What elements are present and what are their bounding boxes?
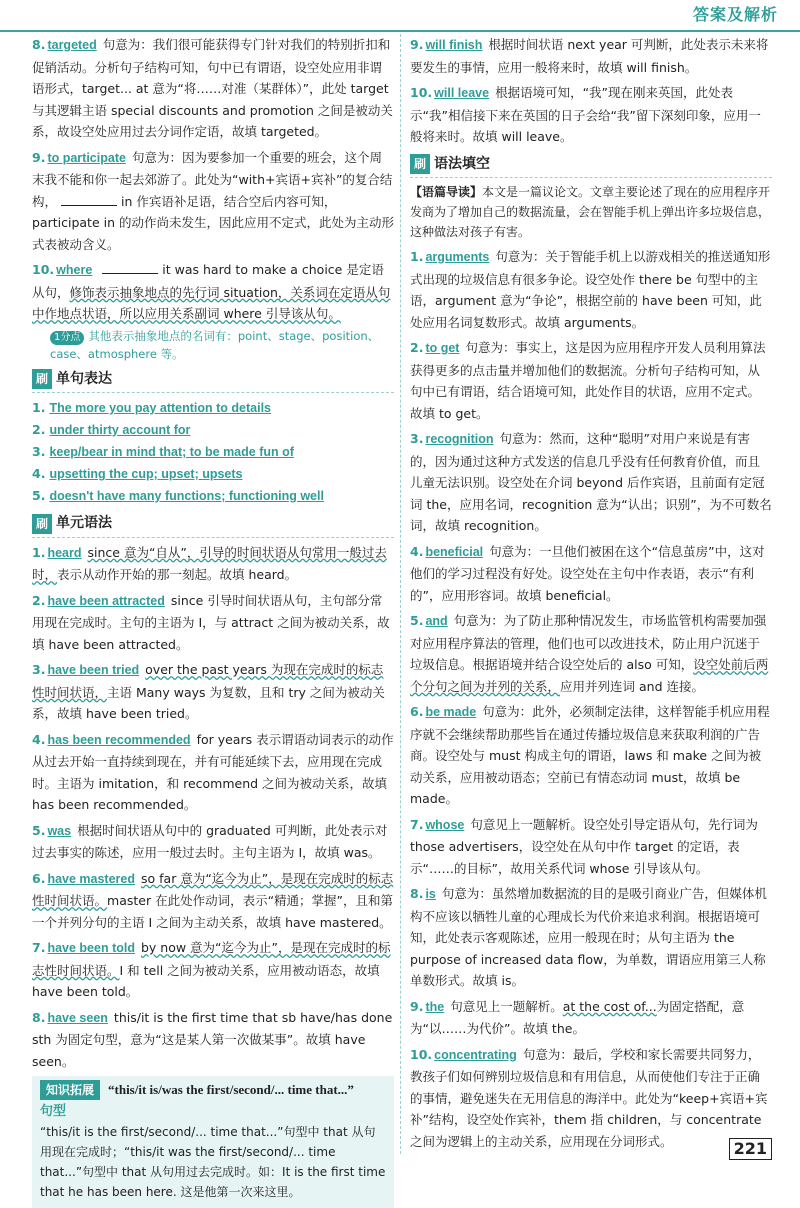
answer-item (32, 659, 394, 725)
item-number: 6. (410, 704, 424, 719)
answer-text: has been recommended (47, 732, 191, 747)
blank-line (102, 262, 158, 274)
answer-text: beneficial (425, 544, 484, 559)
left-column (32, 34, 394, 1208)
explanation-text: 句意为：我们很可能获得专门针对我们的特别折扣和促销活动。分析句子结构可知，句中已有谓语，设空处应用非谓语形式，target... at 意为“将……对准（某群体）”，此处 target 与其逻辑主语 special discounts and promotion 之间是被动关系，故设空处应用过去分词作定语，故填 targeted。 (32, 37, 393, 139)
knowledge-expansion-box (32, 1076, 394, 1208)
answer-text: was (47, 823, 72, 838)
answer-text: under thirty account for (49, 423, 191, 437)
item-number: 2. (410, 340, 424, 355)
section-header (410, 154, 772, 179)
explanation-text: for years 表示谓语动词表示的动作从过去开始一直持续到现在，并有可能延续下去，应用现在完成时。主语为 imitation，和 recommend 之间为被动关系，故填 has been recommended。 (32, 731, 394, 812)
item-number: 2. (32, 592, 46, 608)
explanation-text: 句意为：最后，学校和家长需要共同努力，教孩子们如何辨别垃圾信息和有用信息，从而使他们专注于正确的事情，避免迷失在无用信息的海洋中。此处为“keep+宾语+宾补”结构，设空处作宾补，them 指 children，与 concentrate 之间为逻辑上的主动关系，应用现在分词形式。 (410, 1046, 768, 1149)
section-badge: 刷 (410, 154, 430, 174)
explanation-text: 应用并列连词 and 连接。 (560, 678, 704, 694)
item-number: 1. (32, 544, 46, 560)
answer-text: concentrating (434, 1047, 517, 1062)
explanation-text: 句意为：关于智能手机上以游戏相关的推送通知形式出现的垃圾信息有很多争论。设空处作 there be 句型中的主语，argument 意为“争论”，根据空前的 have been 可知，此处应用名词复数形式。故填 arguments。 (410, 249, 771, 330)
item-number: 7. (32, 940, 46, 955)
expansion-tag: 知识拓展 (40, 1080, 100, 1100)
answer-text: the (425, 999, 445, 1014)
item-number: 8. (32, 37, 46, 52)
explanation-text: master 在此处作动词，表示“精通；掌握”，且和第一个并列分句的主语 I 之间为主动关系，故填 have mastered。 (32, 893, 394, 930)
section-badge: 刷 (32, 369, 52, 389)
highlighted-text: over the past years 为现在完成时的标志性时间状语， (32, 662, 384, 700)
answer-text: arguments (425, 250, 490, 264)
right-column (410, 34, 772, 1156)
explanation-text: 句意为：一旦他们被困在这个“信息茧房”中，这对他们的学习过程没有好处。设空处在主句中作表语，表示“有利的”，应用形容词。故填 beneficial。 (410, 543, 765, 603)
answer-text: doesn't have many functions; functioning well (49, 489, 324, 503)
guide-text: 本文是一篇议论文。文章主要论述了现在的应用程序开发商为了增加自己的数据流量，会在智能手机上弹出许多垃圾信息，这种做法对孩子有害。 (410, 185, 771, 239)
item-number: 9. (32, 149, 46, 165)
explanation-text: 句意为：因为要参加一个重要的班会，这个周末我不能和你一起去郊游了。此处为“with+宾语+宾补”的复合结构， (32, 149, 393, 209)
answer-text: and (425, 614, 448, 628)
section-header (32, 513, 394, 538)
item-number: 7. (410, 816, 424, 832)
explanation-text: 根据时间状语从句中的 graduated 可判断，此处表示对过去事实的陈述，应用一般过去时。主句主语为 I，故填 was。 (32, 822, 388, 860)
explanation-text: this/it is the first time that sb have/has done sth 为固定句型，意为“这是某人第一次做某事”。故填 have seen。 (32, 1009, 393, 1069)
answer-text: targeted (47, 38, 97, 52)
answer-text: to get (425, 341, 460, 355)
item-number: 5. (32, 488, 46, 503)
explanation-text: it was hard to make a choice 是定语从句， (32, 262, 384, 300)
item-number: 2. (32, 422, 46, 437)
highlighted-text: by now 意为“迄今为止”，是现在完成时的标志性时间状语。 (32, 940, 391, 978)
answer-item (32, 937, 394, 1003)
explanation-text: in 作宾语补足语，结合空后内容可知，participate in 的动作尚未发生，因此应用不定式，此处为主动形式表被动含义。 (32, 193, 394, 252)
answer-item (410, 610, 772, 697)
answer-item (32, 147, 394, 256)
answer-text: to participate (47, 150, 126, 165)
explanation-text: 句意为：此外，必须制定法律，这样智能手机应用程序就不会继续帮助那些旨在通过传播垃圾信息来获取利润的广告商。设空处与 must 构成主句的谓语，laws 和 make 之间为被动关系，应用被动语态；空前已有情态动词 must，故填 be made。 (410, 704, 770, 806)
item-number: 5. (410, 613, 424, 628)
item-number: 10. (32, 262, 55, 277)
expansion-subtitle: 句型 (40, 1104, 67, 1119)
explanation-text: 根据语境可知，“我”现在刚来英国，此处表示“我”相信接下来在英国的日子会给“我”留下深刻印象，应用一般将来时。故填 will leave。 (410, 85, 761, 144)
item-number: 8. (32, 1009, 46, 1025)
answer-text: keep/bear in mind that; to be made fun of (49, 445, 294, 459)
answer-text: have been told (47, 941, 135, 955)
expansion-title: “this/it is/was the first/second/... time that...” (108, 1082, 354, 1097)
section-title: 单句表达 (56, 370, 112, 387)
answer-item (410, 814, 772, 880)
section-header (32, 369, 394, 394)
section-badge: 刷 (32, 514, 52, 534)
item-number: 10. (410, 85, 433, 100)
item-number: 4. (410, 543, 424, 559)
explanation-text: 句意为：然而，这种“聪明”对用户来说是有害的，因为通过这种方式发送的信息几乎没有任何教育价值，而且儿童无法识别。设空处在介词 beyond 后作宾语，且前面有定冠词 the，应用名词，recognition 意为“认出；识别”，为不可数名词，故填 recognition。 (410, 431, 772, 533)
answer-text: is (425, 887, 436, 901)
page-number: 221 (729, 1138, 772, 1160)
answer-item (410, 246, 772, 333)
answer-text: where (56, 263, 93, 277)
answer-item (410, 701, 772, 810)
explanation-text: I 和 tell 之间为被动关系，应用被动语态，故填 have been told。 (32, 962, 380, 999)
item-number: 6. (32, 870, 46, 886)
explanation-text: since 引导时间状语从句，主句部分常用现在完成时。主句的主语为 I，与 attract 之间为被动关系，故填 have been attracted。 (32, 592, 390, 652)
answer-item (410, 996, 772, 1040)
item-number: 3. (410, 431, 424, 446)
highlighted-text: so far 意为“迄今为止”，是现在完成时的标志性时间状语。 (32, 870, 394, 908)
answer-item (410, 541, 772, 607)
answer-text: will leave (434, 86, 490, 100)
item-number: 8. (410, 886, 424, 901)
answer-item (32, 34, 394, 143)
item-number: 4. (32, 466, 46, 481)
highlighted-text: 修饰表示抽象地点的先行词 situation，关系词在定语从句中作地点状语，所以应用关系副词 where 引导该从句。 (32, 284, 391, 321)
explanation-text: 表示从动作开始的那一刻起。故填 heard。 (57, 567, 298, 582)
note-text: 其他表示抽象地点的名词有：point、stage、position、case、atmosphere 等。 (50, 328, 380, 361)
answer-item (32, 590, 394, 656)
answer-item (410, 883, 772, 992)
item-number: 5. (32, 822, 46, 838)
answer-item (410, 428, 772, 537)
answer-item (410, 1044, 772, 1153)
answer-item (32, 820, 394, 864)
answer-text: have been tried (47, 663, 140, 677)
section-title: 语法填空 (434, 155, 490, 172)
item-number: 4. (32, 731, 46, 747)
answer-text: heard (47, 545, 82, 560)
answer-text: be made (425, 705, 477, 719)
highlighted-text: at the cost of... (562, 998, 657, 1014)
item-number: 3. (32, 662, 46, 677)
passage-guide (410, 182, 772, 242)
answer-item (32, 729, 394, 816)
explanation-text: 主语 Many ways 为复数，且和 try 之间为被动关系，故填 have been tried。 (32, 684, 385, 721)
item-number: 1. (410, 249, 424, 264)
answer-item (32, 868, 394, 934)
item-number: 9. (410, 998, 424, 1014)
answer-item (32, 259, 394, 363)
answer-text: whose (425, 817, 465, 832)
explanation-text: 为固定搭配，意为“以……为代价”。故填 the。 (410, 998, 745, 1036)
answer-text: will finish (425, 38, 483, 52)
answer-item (32, 542, 394, 586)
highlighted-text: since 意为“自从”，引导的时间状语从句常用一般过去时， (32, 544, 387, 582)
explanation-text: 句意为：为了防止那种情况发生，市场监管机构需要加强对应用程序算法的管理，他们也可以改进技术，防止用户沉迷于垃圾信息。根据语境并结合设空处后的 also 可知， (410, 613, 767, 672)
explanation-text: 根据时间状语 next year 可判断，此处表示未来将要发生的事情，应用一般将来时，故填 will finish。 (410, 37, 769, 75)
answer-text: upsetting the cup; upset; upsets (49, 467, 243, 481)
item-number: 10. (410, 1046, 433, 1062)
highlighted-text: 设空处前后两个分句之间为并列的关系， (410, 657, 769, 694)
section-title: 单元语法 (56, 515, 112, 531)
top-bar (0, 0, 800, 32)
answer-text: have mastered (47, 871, 136, 886)
column-divider (400, 34, 401, 1154)
note-box (50, 327, 394, 363)
explanation-text: 句意为：事实上，这是因为应用程序开发人员利用算法获得更多的点击量并增加他们的数据流。分析句子结构可知，从句中已有谓语，结合语境可知，此处作目的状语，应用不定式。故填 to get。 (410, 340, 766, 421)
explanation-text: 句意为：虽然增加数据流的目的是吸引商业广告，但媒体机构不应该以牺牲儿童的心理成长为代价来追求利润。根据语境可知，此处表示客观陈述，应用一般现在时；从句主语为 the purpose of increased data flow，为单数，谓语应用第三人称单数形式。故填 is。 (410, 886, 767, 988)
explanation-text: 句意见上一题解析。 (450, 998, 563, 1014)
expansion-body: “this/it is the first/second/... time that...”句型中 that 从句用现在完成时；“this/it was the first/second/... time that...”句型中 that 从句用过去完成时。如：It is the first time that he has been here. 这是他第一次来这里。 (40, 1125, 386, 1199)
answer-item (410, 82, 772, 148)
guide-label: 【语篇导读】 (410, 185, 483, 199)
item-number: 3. (32, 444, 46, 459)
item-number: 9. (410, 37, 424, 52)
single-answer-list (32, 397, 394, 507)
blank-line (61, 194, 117, 206)
answer-item (32, 1007, 394, 1073)
answer-text: have been attracted (47, 593, 165, 608)
answer-text: recognition (425, 432, 494, 446)
answer-item (410, 337, 772, 424)
header-title: 答案及解析 (692, 5, 778, 24)
note-tag: 1分点 (50, 331, 84, 345)
answer-item (410, 34, 772, 78)
answer-text: have seen (47, 1010, 108, 1025)
explanation-text: 句意见上一题解析。设空处引导定语从句，先行词为 those advertisers，设空处在从句中作 target 的定语，表示“……的目标”，故用关系代词 whose 引导该从句。 (410, 816, 758, 876)
item-number: 1. (32, 400, 46, 415)
answer-text: The more you pay attention to details (49, 401, 271, 415)
